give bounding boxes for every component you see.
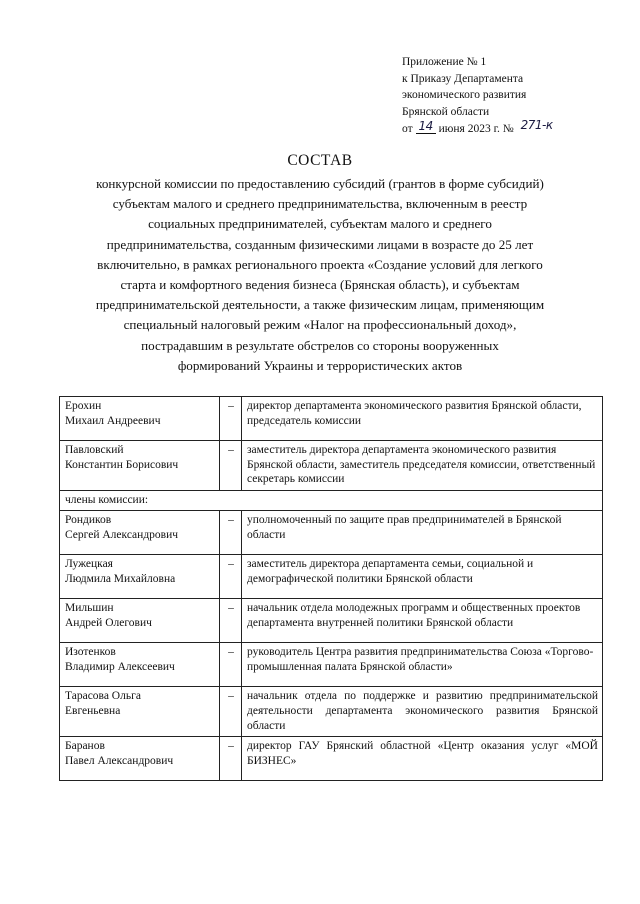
dash-separator: – bbox=[220, 737, 242, 781]
title-body bbox=[40, 174, 600, 376]
appendix-line-3: экономического развития bbox=[402, 89, 527, 102]
table-row bbox=[60, 511, 603, 555]
dash-separator: – bbox=[220, 397, 242, 441]
title-line: включительно, в рамках регионального проекта «Создание условий для легкого bbox=[97, 256, 543, 272]
member-role: директор ГАУ Брянский областной «Центр оказания услуг «МОЙ БИЗНЕС» bbox=[242, 737, 603, 781]
handwritten-order-number: 271-к bbox=[520, 118, 553, 133]
dash-separator: – bbox=[220, 511, 242, 555]
title-line: специальный налоговый режим «Налог на профессиональный доход», bbox=[123, 317, 517, 333]
dash-separator: – bbox=[220, 643, 242, 687]
title-line: предпринимательской деятельности, а также физическим лицам, применяющим bbox=[95, 297, 545, 313]
member-name: Павловский Константин Борисович bbox=[60, 441, 220, 491]
table-row bbox=[60, 397, 603, 441]
table-row-section bbox=[60, 490, 603, 511]
member-name: Лужецкая Людмила Михайловна bbox=[60, 555, 220, 599]
date-rest: июня 2023 г. № bbox=[438, 123, 514, 136]
title-line: субъектам малого и среднего предпринимательства, включенным в реестр bbox=[112, 196, 528, 212]
title-heading: СОСТАВ bbox=[287, 152, 353, 169]
members-label: члены комиссии: bbox=[60, 490, 603, 511]
date-prefix: от bbox=[402, 123, 413, 136]
table-row bbox=[60, 737, 603, 781]
dash-separator: – bbox=[220, 687, 242, 737]
member-role: начальник отдела молодежных программ и общественных проектов департамента внутренней политики Брянской области bbox=[242, 599, 603, 643]
member-role: заместитель директора департамента экономического развития Брянской области, заместитель председателя комиссии, ответственный секретарь комиссии bbox=[242, 441, 603, 491]
appendix-line-1: Приложение № 1 bbox=[402, 56, 487, 68]
member-role: руководитель Центра развития предпринимательства Союза «Торгово-промышленная палата Брянской области» bbox=[242, 643, 603, 687]
member-name: Мильшин Андрей Олегович bbox=[60, 599, 220, 643]
member-name: Изотенков Владимир Алексеевич bbox=[60, 643, 220, 687]
dash-separator: – bbox=[220, 441, 242, 491]
member-name: Рондиков Сергей Александрович bbox=[60, 511, 220, 555]
member-role: уполномоченный по защите прав предпринимателей в Брянской области bbox=[242, 511, 603, 555]
commission-table bbox=[59, 396, 603, 781]
appendix-line-2: к Приказу Департамента bbox=[402, 72, 524, 85]
appendix-header bbox=[402, 54, 622, 138]
appendix-line-4: Брянской области bbox=[402, 105, 490, 118]
table-row bbox=[60, 687, 603, 737]
document-title bbox=[40, 150, 600, 376]
handwritten-day: 14 bbox=[416, 119, 436, 134]
dash-separator: – bbox=[220, 599, 242, 643]
title-line: старта и комфортного ведения бизнеса (Брянская область), и субъектам bbox=[120, 277, 520, 293]
title-line: конкурсной комиссии по предоставлению субсидий (грантов в форме субсидий) bbox=[96, 176, 544, 191]
dash-separator: – bbox=[220, 555, 242, 599]
title-line: предпринимательства, созданным физическими лицами в возрасте до 25 лет bbox=[106, 236, 534, 252]
table-row bbox=[60, 643, 603, 687]
member-name: Тарасова Ольга Евгеньевна bbox=[60, 687, 220, 737]
member-name: Баранов Павел Александрович bbox=[60, 737, 220, 781]
title-line: формирований Украины и террористических актов bbox=[177, 357, 463, 373]
member-name: Ерохин Михаил Андреевич bbox=[60, 397, 220, 441]
member-role: директор департамента экономического развития Брянской области, председатель комиссии bbox=[242, 397, 603, 441]
order-date-line bbox=[402, 120, 622, 138]
table-row bbox=[60, 441, 603, 491]
table-row bbox=[60, 555, 603, 599]
table-row bbox=[60, 599, 603, 643]
title-line: пострадавшим в результате обстрелов со стороны вооруженных bbox=[141, 337, 499, 353]
member-role: начальник отдела по поддержке и развитию предпринимательской деятельности департамента экономического развития Брянской области bbox=[242, 687, 603, 737]
member-role: заместитель директора департамента семьи, социальной и демографической политики Брянской области bbox=[242, 555, 603, 599]
title-line: социальных предпринимателей, субъектам малого и среднего bbox=[148, 216, 492, 232]
